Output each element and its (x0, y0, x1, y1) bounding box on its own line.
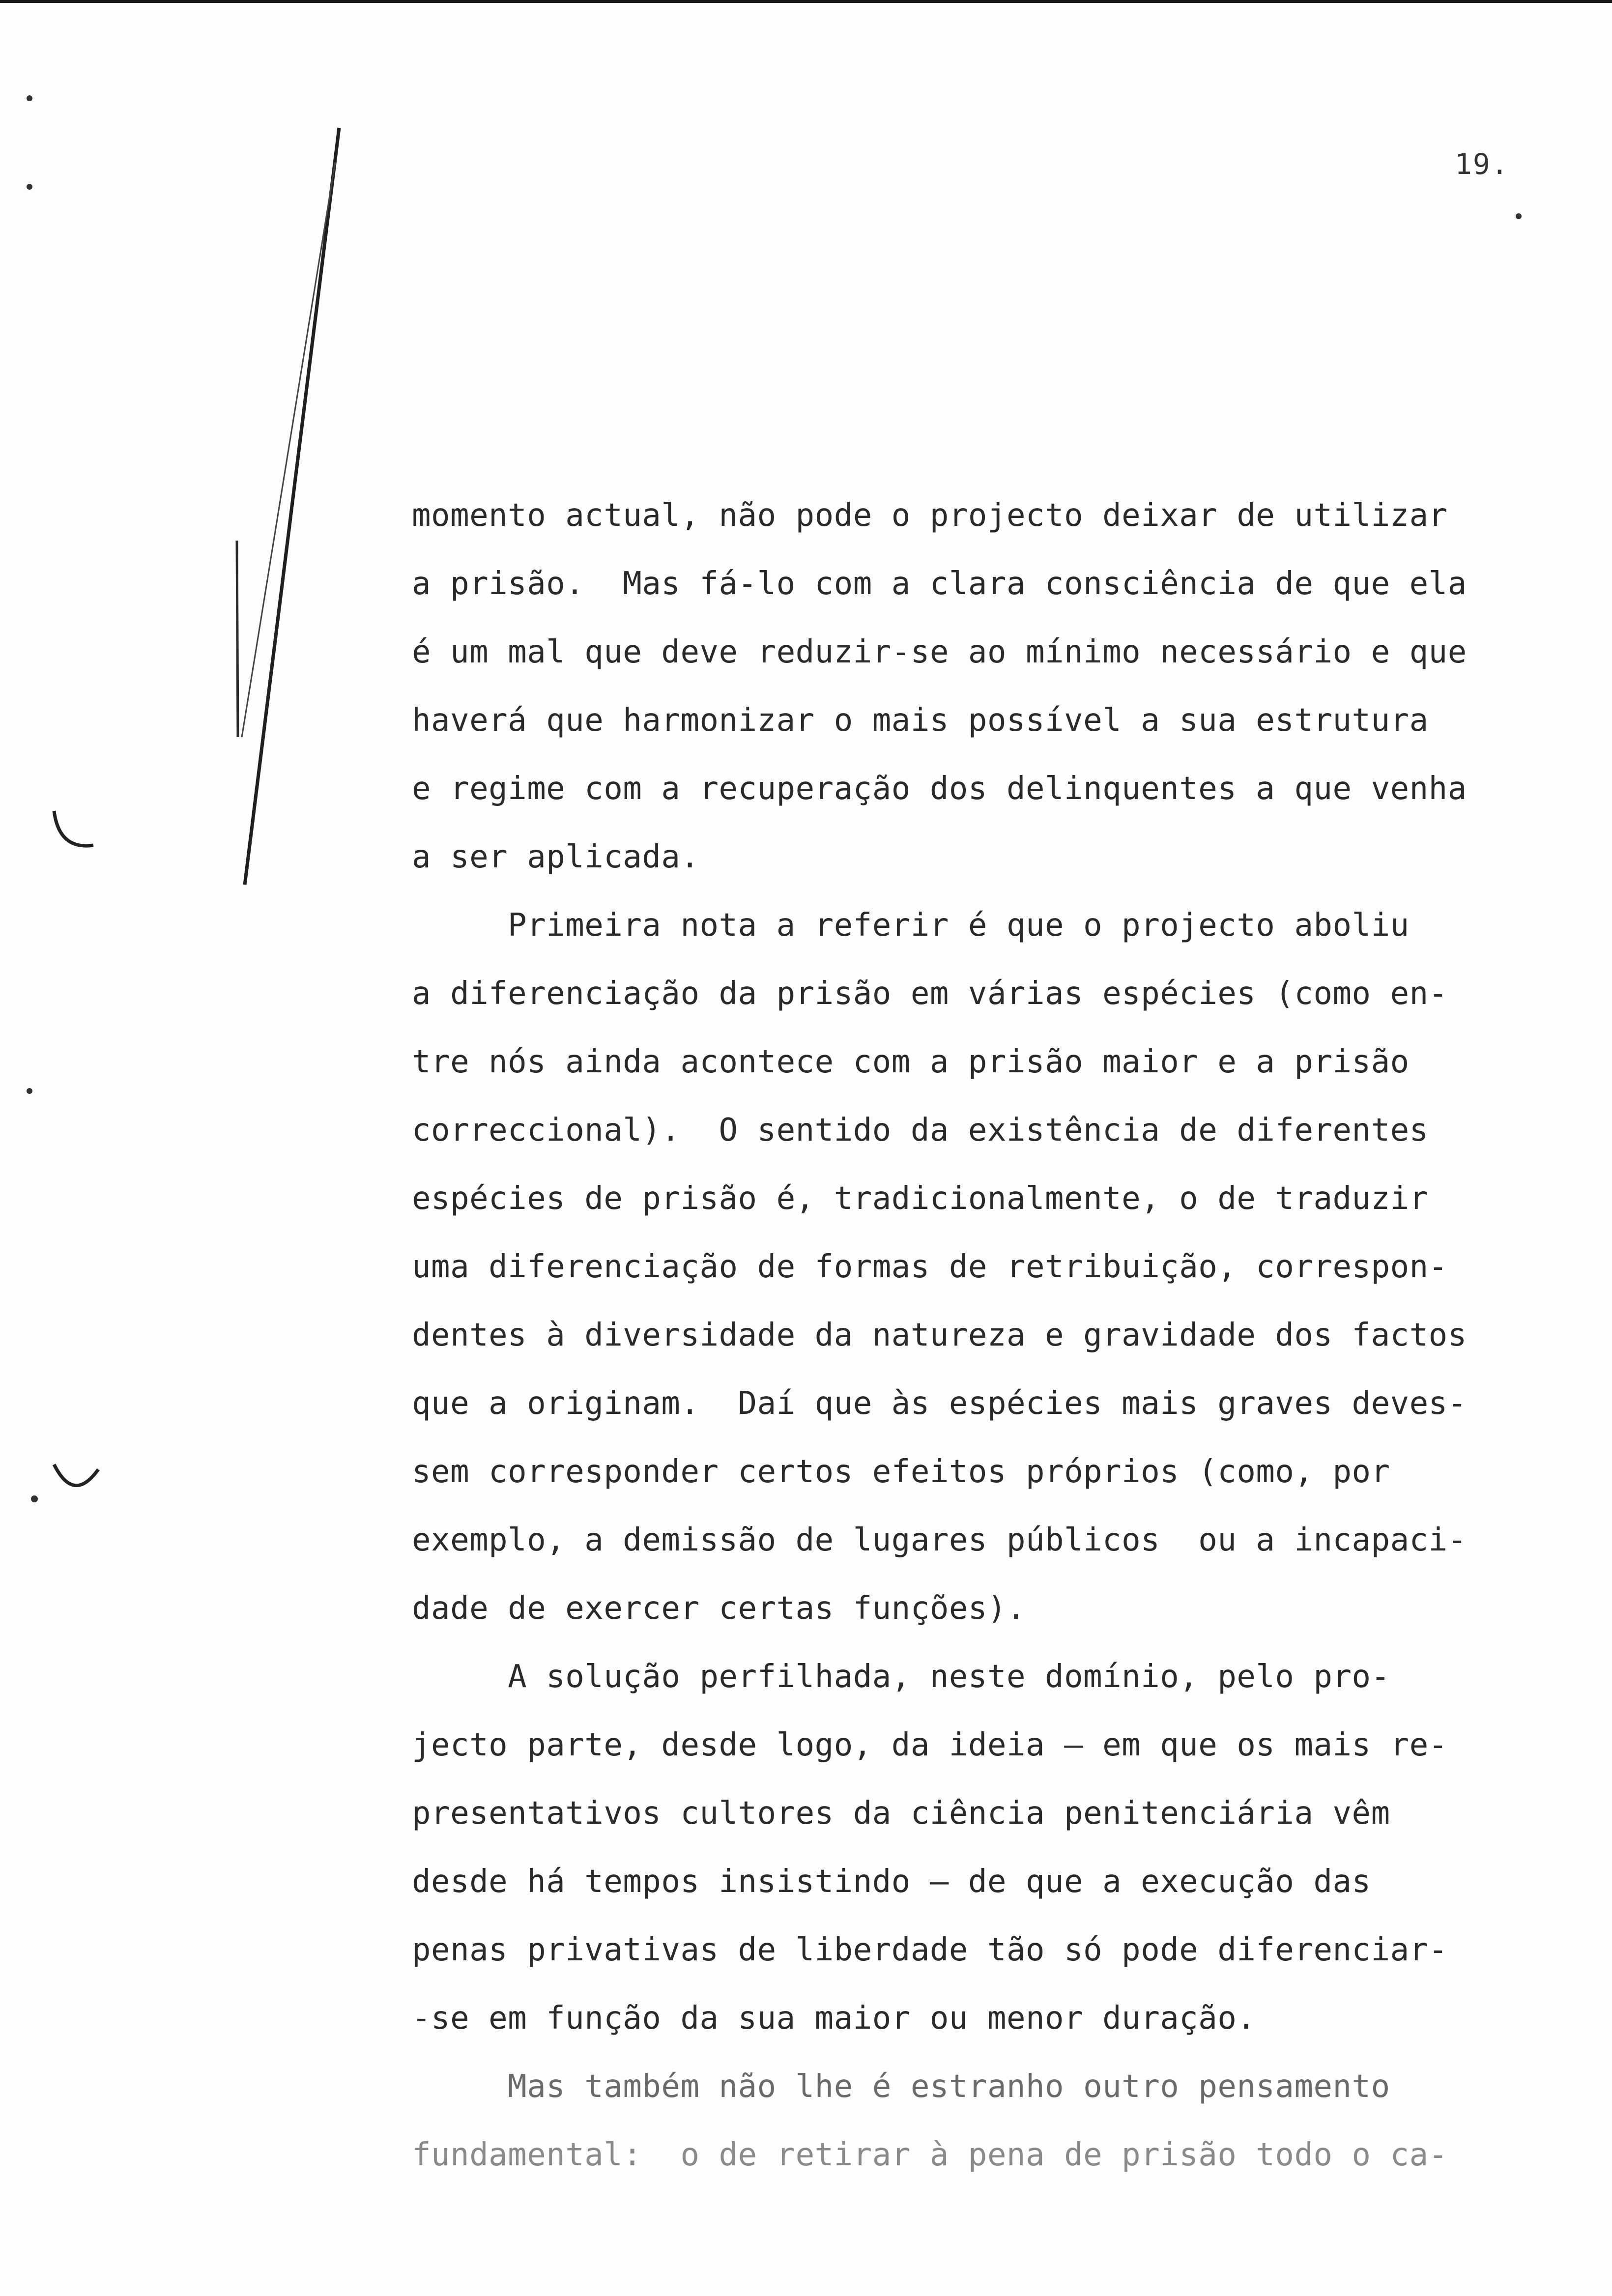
margin-vertical-stroke (245, 128, 339, 885)
text-line: desde há tempos insistindo — de que a execução das (412, 1864, 1371, 1900)
body-text (412, 482, 1542, 2189)
margin-bracket-stroke (237, 541, 238, 737)
margin-curve-mark (54, 811, 93, 846)
text-line: a prisão. Mas fá-lo com a clara consciência de que ela (412, 566, 1467, 602)
text-line: a ser aplicada. (412, 839, 700, 875)
margin-dot (27, 184, 32, 190)
margin-dot (1516, 213, 1522, 219)
text-line: Primeira nota a referir é que o projecto aboliu (412, 907, 1410, 944)
margin-curve-mark-lower (54, 1464, 98, 1486)
text-line: correccional). O sentido da existência de diferentes (412, 1112, 1429, 1148)
text-line: espécies de prisão é, tradicionalmente, o de traduzir (412, 1180, 1429, 1217)
text-line: a diferenciação da prisão em várias espécies (como en- (412, 976, 1448, 1012)
text-line: dentes à diversidade da natureza e gravidade dos factos (412, 1317, 1467, 1353)
margin-dot (27, 1088, 32, 1094)
text-line: dade de exercer certas funções). (412, 1590, 1026, 1627)
text-line: tre nós ainda acontece com a prisão maior e a prisão (412, 1044, 1410, 1080)
top-edge-rule (0, 0, 1612, 3)
margin-vertical-stroke-thin (242, 162, 335, 737)
text-line: jecto parte, desde logo, da ideia — em que os mais re- (412, 1727, 1448, 1763)
text-line: penas privativas de liberdade tão só pode diferenciar- (412, 1932, 1448, 1968)
text-line: A solução perfilhada, neste domínio, pelo pro- (412, 1659, 1390, 1695)
page-number: 19. (1455, 147, 1509, 181)
text-line: uma diferenciação de formas de retribuição, correspon- (412, 1249, 1448, 1285)
margin-dot (27, 95, 32, 101)
text-line: é um mal que deve reduzir-se ao mínimo necessário e que (412, 634, 1467, 670)
margin-dot (31, 1495, 38, 1502)
text-line: momento actual, não pode o projecto deixar de utilizar (412, 497, 1448, 534)
text-line: Mas também não lhe é estranho outro pensamento (412, 2068, 1390, 2105)
text-line: e regime com a recuperação dos delinquentes a que venha (412, 771, 1467, 807)
text-line: haverá que harmonizar o mais possível a sua estrutura (412, 702, 1429, 739)
text-line: sem corresponder certos efeitos próprios (como, por (412, 1454, 1390, 1490)
text-line: que a originam. Daí que às espécies mais graves deves- (412, 1385, 1467, 1422)
text-line: exemplo, a demissão de lugares públicos ou a incapaci- (412, 1522, 1467, 1558)
text-line: presentativos cultores da ciência penitenciária vêm (412, 1795, 1390, 1832)
text-line: fundamental: o de retirar à pena de prisão todo o ca- (412, 2137, 1448, 2173)
text-line: -se em função da sua maior ou menor duração. (412, 2000, 1256, 2037)
